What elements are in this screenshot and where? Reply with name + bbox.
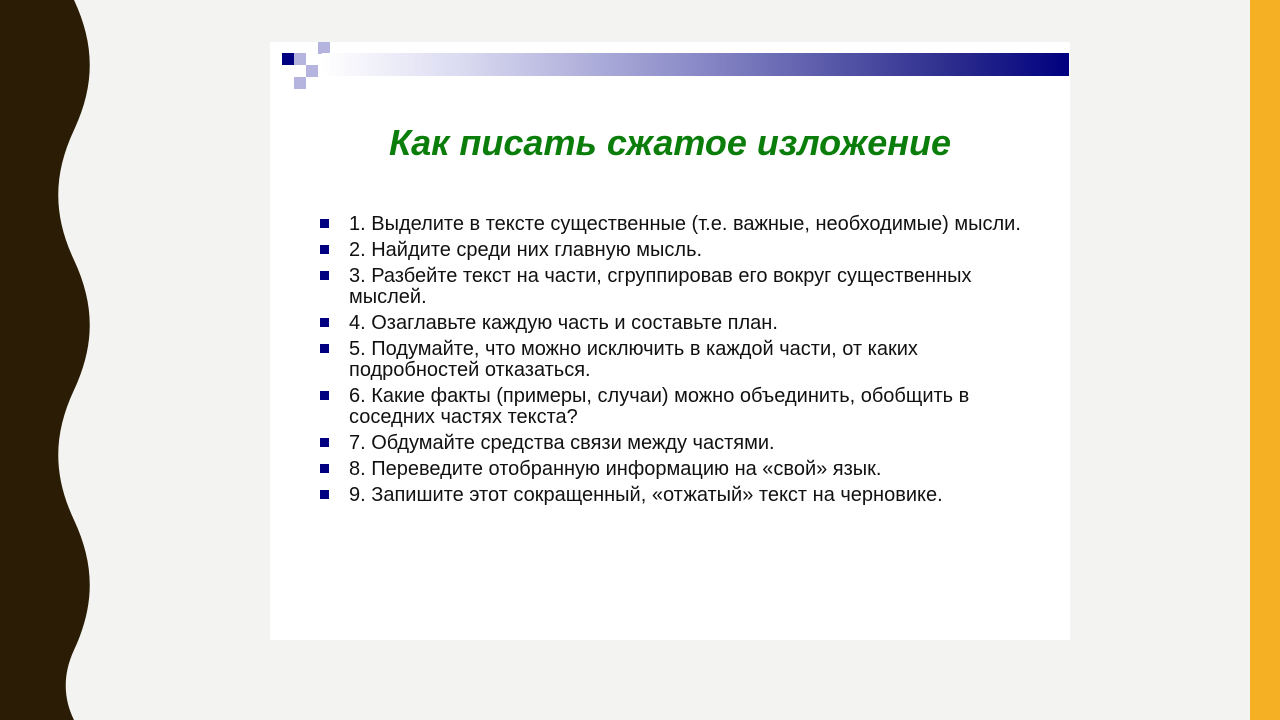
- step-text: 2. Найдите среди них главную мысль.: [349, 239, 703, 261]
- step-text: 1. Выделите в тексте существенные (т.е. важные, необходимые) мысли.: [349, 213, 1021, 235]
- square-bullet-icon: [320, 464, 329, 473]
- list-item: [318, 240, 1038, 261]
- list-item: [318, 386, 1038, 428]
- decor-square: [294, 77, 306, 89]
- step-text: 9. Запишите этот сокращенный, «отжатый» текст на черновике.: [349, 484, 943, 506]
- square-bullet-icon: [320, 271, 329, 280]
- steps-list: [318, 214, 1038, 511]
- right-accent-stripe: [1250, 0, 1280, 720]
- decor-square: [294, 53, 306, 65]
- square-bullet-icon: [320, 438, 329, 447]
- step-text: 3. Разбейте текст на части, сгруппировав его вокруг существенных мыслей.: [349, 265, 972, 308]
- list-item: [318, 214, 1038, 235]
- square-bullet-icon: [320, 318, 329, 327]
- square-bullet-icon: [320, 391, 329, 400]
- list-item: [318, 313, 1038, 334]
- square-bullet-icon: [320, 490, 329, 499]
- list-item: [318, 266, 1038, 308]
- slide-panel: [270, 42, 1070, 640]
- step-text: 7. Обдумайте средства связи между частями.: [349, 432, 775, 454]
- slide-title: Как писать сжатое изложение: [389, 122, 951, 163]
- square-bullet-icon: [320, 245, 329, 254]
- square-bullet-icon: [320, 219, 329, 228]
- list-item: [318, 433, 1038, 454]
- decor-square: [306, 65, 318, 77]
- list-item: [318, 339, 1038, 381]
- step-text: 8. Переведите отобранную информацию на «свой» язык.: [349, 458, 882, 480]
- decor-square: [282, 53, 294, 65]
- list-item: [318, 485, 1038, 506]
- step-text: 6. Какие факты (примеры, случаи) можно объединить, обобщить в соседних частях текста?: [349, 385, 970, 428]
- step-text: 4. Озаглавьте каждую часть и составьте план.: [349, 312, 778, 334]
- step-text: 5. Подумайте, что можно исключить в каждой части, от каких подробностей отказаться.: [349, 338, 918, 381]
- square-bullet-icon: [320, 344, 329, 353]
- list-item: [318, 459, 1038, 480]
- left-decorative-wave: [0, 0, 100, 720]
- header-gradient-bar: [322, 53, 1069, 76]
